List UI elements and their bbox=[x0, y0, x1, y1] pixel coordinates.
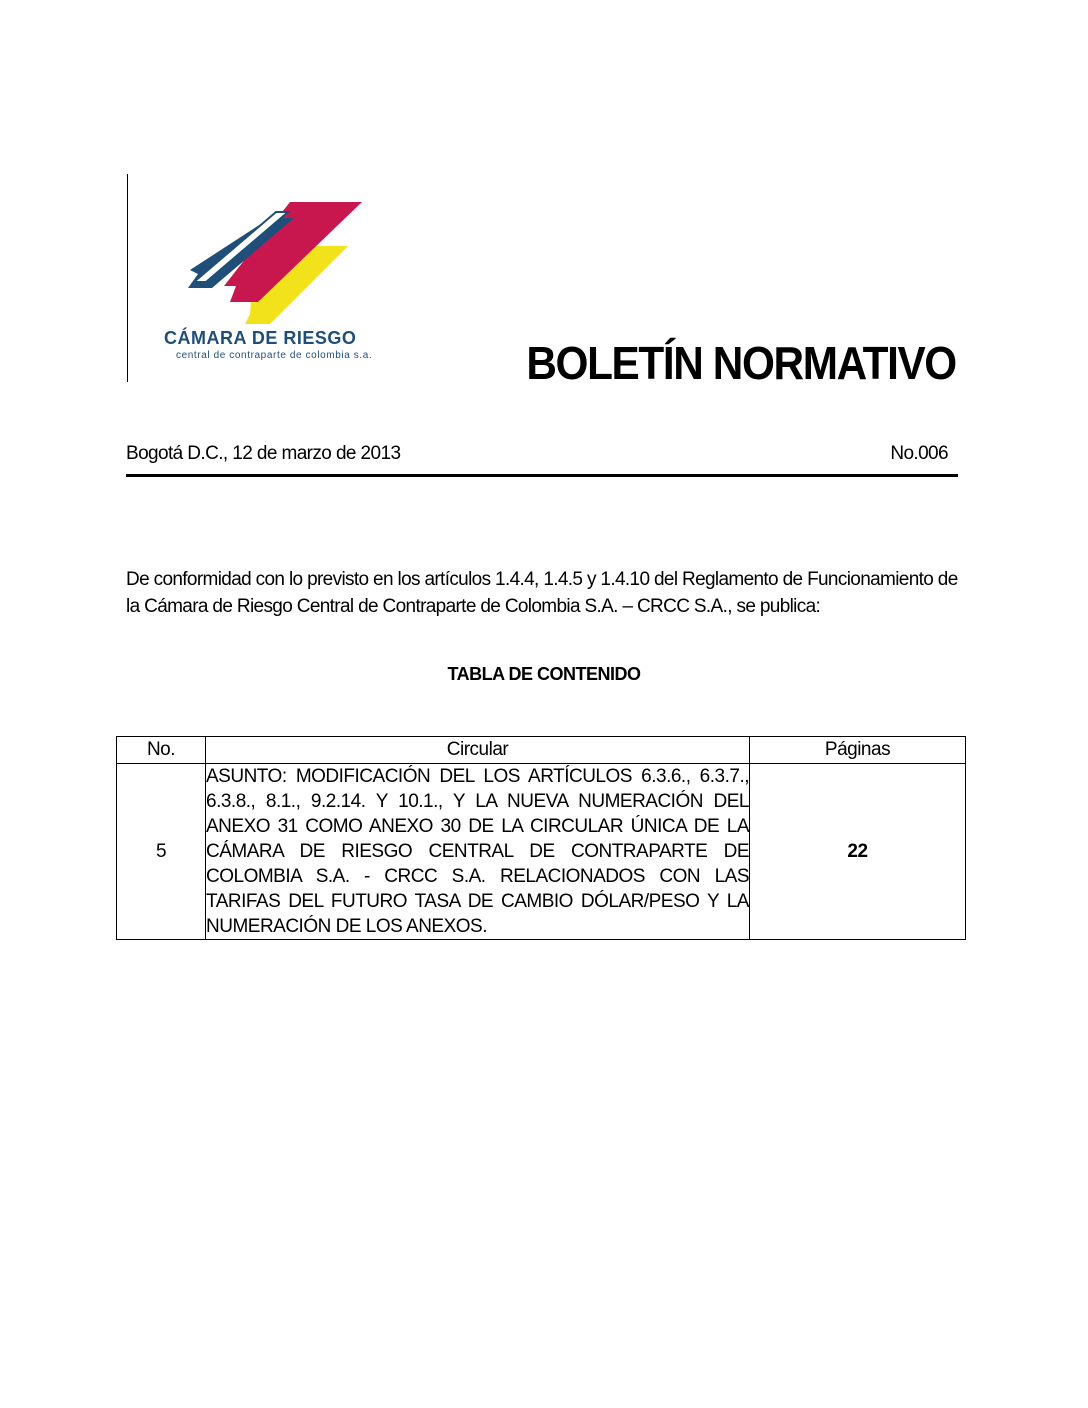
logo-name: CÁMARA DE RIESGO bbox=[164, 328, 357, 348]
toc-row-pages: 22 bbox=[750, 764, 966, 940]
toc-header-no: No. bbox=[117, 737, 206, 764]
bulletin-number: No.006 bbox=[890, 443, 948, 464]
toc-header-pages: Páginas bbox=[750, 737, 966, 764]
toc-header-row bbox=[117, 737, 966, 764]
toc-header-circular: Circular bbox=[206, 737, 750, 764]
camara-de-riesgo-logo bbox=[150, 190, 420, 380]
document-title: BOLETÍN NORMATIVO bbox=[526, 337, 956, 389]
toc-row-circular: ASUNTO: MODIFICACIÓN DEL LOS ARTÍCULOS 6.3.6., 6.3.7., 6.3.8., 8.1., 9.2.14. Y 10.1., Y LA NUEVA NUMERACIÓN DEL ANEXO 31 COMO ANEXO 30 DE LA CIRCULAR ÚNICA DE LA CÁMARA DE RIESGO CENTRAL DE CONTRAPARTE DE COLOMBIA S.A. - CRCC S.A. RELACIONADOS CON LAS TARIFAS DEL FUTURO TASA DE CAMBIO DÓLAR/PESO Y LA NUMERACIÓN DE LOS ANEXOS. bbox=[206, 764, 750, 940]
header-rule bbox=[126, 474, 958, 477]
table-row bbox=[117, 764, 966, 940]
toc-table bbox=[116, 736, 966, 940]
intro-paragraph: De conformidad con lo previsto en los artículos 1.4.4, 1.4.5 y 1.4.10 del Reglamento de Funcionamiento de la Cámara de Riesgo Central de Contraparte de Colombia S.A. – CRCC S.A., se publica: bbox=[126, 569, 958, 617]
logo-tagline: central de contraparte de colombia s.a. bbox=[176, 350, 373, 361]
logo-divider-line bbox=[127, 174, 128, 382]
logo-stripes-graphic bbox=[150, 190, 420, 330]
document-date: Bogotá D.C., 12 de marzo de 2013 bbox=[126, 443, 401, 464]
toc-row-no: 5 bbox=[117, 764, 206, 940]
toc-title: TABLA DE CONTENIDO bbox=[447, 664, 641, 684]
